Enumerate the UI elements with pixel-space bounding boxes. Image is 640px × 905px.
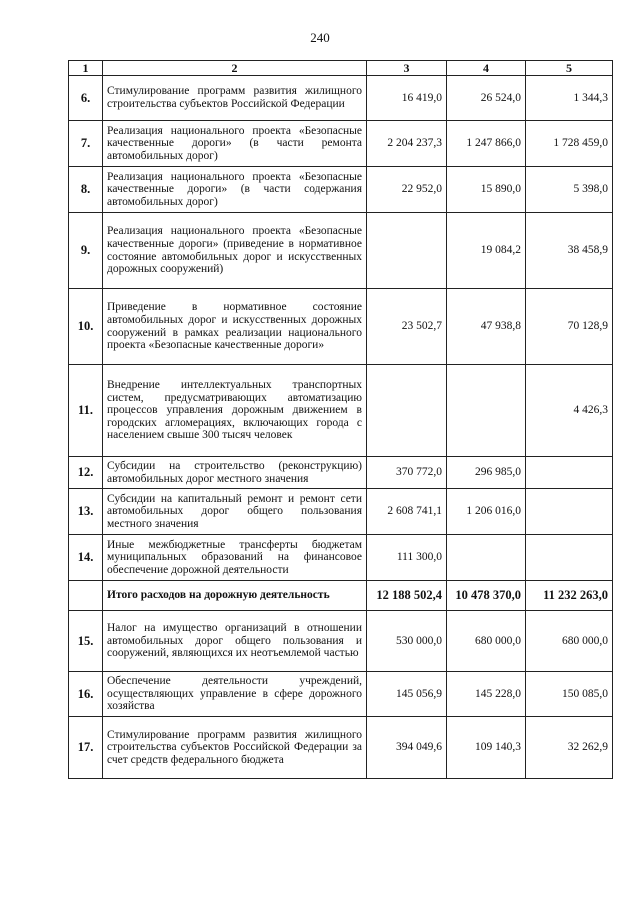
- row-number: 16.: [69, 672, 103, 717]
- row-number: [69, 581, 103, 611]
- table-row: [69, 457, 613, 489]
- table-row: [69, 213, 613, 289]
- row-value-col4: 1 247 866,0: [447, 121, 526, 167]
- row-value-col5: 70 128,9: [526, 289, 613, 365]
- row-value-col3: [367, 365, 447, 457]
- row-value-col3: 530 000,0: [367, 611, 447, 672]
- row-value-col3: [367, 213, 447, 289]
- table-row: [69, 289, 613, 365]
- row-value-col5: [526, 489, 613, 535]
- row-value-col4: 10 478 370,0: [447, 581, 526, 611]
- row-description: Субсидии на строительство (реконструкцию) автомобильных дорог местного значения: [103, 457, 367, 489]
- row-value-col4: 680 000,0: [447, 611, 526, 672]
- row-value-col3: 2 204 237,3: [367, 121, 447, 167]
- row-number: 15.: [69, 611, 103, 672]
- row-value-col5: 32 262,9: [526, 717, 613, 779]
- table-body: [69, 76, 613, 779]
- row-number: 7.: [69, 121, 103, 167]
- row-number: 13.: [69, 489, 103, 535]
- row-value-col4: [447, 535, 526, 581]
- row-value-col3: 12 188 502,4: [367, 581, 447, 611]
- row-description: Реализация национального проекта «Безопасные качественные дороги» (в части ремонта автомобильных дорог): [103, 121, 367, 167]
- table-row: [69, 489, 613, 535]
- column-header-4: 4: [447, 61, 526, 76]
- table-row: [69, 717, 613, 779]
- row-value-col4: [447, 365, 526, 457]
- row-value-col4: 47 938,8: [447, 289, 526, 365]
- row-description: Реализация национального проекта «Безопасные качественные дороги» (приведение в нормативное состояние автомобильных дорог и искусственных дорожных сооружений): [103, 213, 367, 289]
- row-number: 9.: [69, 213, 103, 289]
- table-row: [69, 611, 613, 672]
- table-row: [69, 76, 613, 121]
- table-row: [69, 167, 613, 213]
- row-number: 10.: [69, 289, 103, 365]
- expenditure-table: [68, 60, 613, 779]
- table-row: [69, 365, 613, 457]
- row-value-col4: 19 084,2: [447, 213, 526, 289]
- row-value-col4: 296 985,0: [447, 457, 526, 489]
- row-value-col5: 1 728 459,0: [526, 121, 613, 167]
- row-value-col5: 38 458,9: [526, 213, 613, 289]
- row-number: 14.: [69, 535, 103, 581]
- row-value-col4: 26 524,0: [447, 76, 526, 121]
- row-description: Стимулирование программ развития жилищного строительства субъектов Российской Федерации за счет средств федерального бюджета: [103, 717, 367, 779]
- row-value-col4: 1 206 016,0: [447, 489, 526, 535]
- row-value-col5: 5 398,0: [526, 167, 613, 213]
- column-header-2: 2: [103, 61, 367, 76]
- column-header-1: 1: [69, 61, 103, 76]
- row-value-col3: 370 772,0: [367, 457, 447, 489]
- column-header-3: 3: [367, 61, 447, 76]
- table-header-row: [69, 61, 613, 76]
- column-header-5: 5: [526, 61, 613, 76]
- table-row: [69, 672, 613, 717]
- row-value-col3: 111 300,0: [367, 535, 447, 581]
- row-number: 6.: [69, 76, 103, 121]
- row-value-col3: 394 049,6: [367, 717, 447, 779]
- row-value-col5: [526, 457, 613, 489]
- row-description: Итого расходов на дорожную деятельность: [103, 581, 367, 611]
- row-value-col3: 22 952,0: [367, 167, 447, 213]
- row-number: 12.: [69, 457, 103, 489]
- row-description: Приведение в нормативное состояние автомобильных дорог и искусственных дорожных сооружений в рамках реализации национального проекта «Безопасные качественные дороги»: [103, 289, 367, 365]
- row-number: 8.: [69, 167, 103, 213]
- row-value-col5: 11 232 263,0: [526, 581, 613, 611]
- row-value-col4: 145 228,0: [447, 672, 526, 717]
- row-value-col5: 1 344,3: [526, 76, 613, 121]
- row-value-col4: 15 890,0: [447, 167, 526, 213]
- row-description: Налог на имущество организаций в отношении автомобильных дорог общего пользования и сооружений, являющихся их неотъемлемой частью: [103, 611, 367, 672]
- row-description: Обеспечение деятельности учреждений, осуществляющих управление в сфере дорожного хозяйства: [103, 672, 367, 717]
- row-description: Иные межбюджетные трансферты бюджетам муниципальных образований на финансовое обеспечение дорожной деятельности: [103, 535, 367, 581]
- row-value-col3: 2 608 741,1: [367, 489, 447, 535]
- row-number: 17.: [69, 717, 103, 779]
- row-description: Внедрение интеллектуальных транспортных систем, предусматривающих автоматизацию процессов управления дорожным движением в городских агломерациях, включающих города с населением свыше 300 тысяч человек: [103, 365, 367, 457]
- row-value-col5: 150 085,0: [526, 672, 613, 717]
- row-value-col3: 23 502,7: [367, 289, 447, 365]
- total-row: [69, 581, 613, 611]
- row-number: 11.: [69, 365, 103, 457]
- row-value-col5: 680 000,0: [526, 611, 613, 672]
- page-number: 240: [310, 30, 330, 45]
- row-description: Реализация национального проекта «Безопасные качественные дороги» (в части содержания автомобильных дорог): [103, 167, 367, 213]
- row-value-col5: 4 426,3: [526, 365, 613, 457]
- row-value-col3: 145 056,9: [367, 672, 447, 717]
- table-row: [69, 535, 613, 581]
- row-value-col5: [526, 535, 613, 581]
- row-description: Субсидии на капитальный ремонт и ремонт сети автомобильных дорог общего пользования местного значения: [103, 489, 367, 535]
- row-description: Стимулирование программ развития жилищного строительства субъектов Российской Федерации: [103, 76, 367, 121]
- row-value-col3: 16 419,0: [367, 76, 447, 121]
- table-row: [69, 121, 613, 167]
- row-value-col4: 109 140,3: [447, 717, 526, 779]
